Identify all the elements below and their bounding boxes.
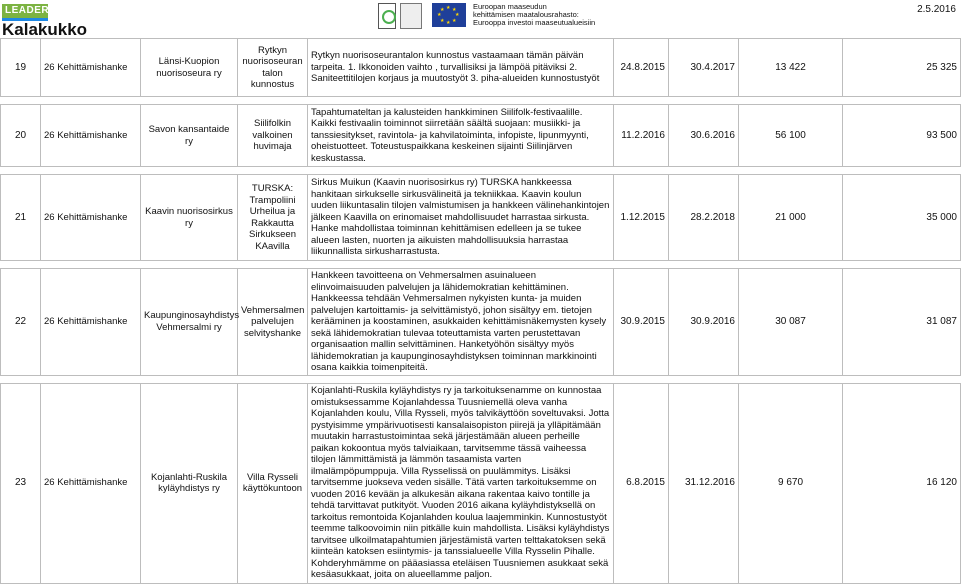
table-row	[1, 39, 961, 97]
project-category: 26 Kehittämishanke	[41, 175, 141, 261]
end-date: 31.12.2016	[669, 383, 739, 583]
row-number: 20	[1, 105, 41, 167]
start-date: 6.8.2015	[614, 383, 669, 583]
project-category: 26 Kehittämishanke	[41, 269, 141, 376]
row-spacer	[1, 97, 961, 105]
project-name: Vehmersalmen palvelujen selvityshanke	[238, 269, 308, 376]
eu-text-line: Eurooppa investoi maaseutualueisiin	[473, 18, 596, 27]
table-row	[1, 269, 961, 376]
leader-emblem-icon	[378, 3, 396, 29]
applicant-name: Savon kansantaide ry	[141, 105, 238, 167]
row-number: 21	[1, 175, 41, 261]
spacer-cell	[1, 375, 961, 383]
table-row	[1, 105, 961, 167]
project-name: Rytkyn nuorisoseuran talon kunnostus	[238, 39, 308, 97]
project-description: Kojanlahti-Ruskila kyläyhdistys ry ja tarkoituksenamme on kunnostaa omistuksessamme Kojanlahdessa Tuusniemellä oleva vanha Kojanlahden koulu, Villa Rysseli, myös talvikäyttöön soveltuvaksi. Jotta pystyisimme ympärivuotisesti kansalaisopiston piirejä ja ylläpitämään muutakin harrastustoimintaa sekä järjestämään alueen perheille paikan kokoontua myös talviaikaan, tarvitsemme tässä vaiheessa tilojen lämmittämistä ja lämmön tasaamista varten ilmalämpöpumppuja. Villa Rysselissä on puulämmitys. Lisäksi tarvitsemme juokseva veden sisälle. Tätä varten tarkoituksemme on vuoden 2016 kevään ja alkukesän aikana rakentaa kaivo tontille ja tehdä tarvittavat putkityöt. Vuoden 2016 aikana kyläyhdistyksellä on tarkoitus remontoida Kojanlahden koulua laajemminkin. Kunnostustyöt teemme talkoovoimin niin pitkälle kuin mahdollista. Lisäksi kyläyhdistys tarvitsee ulkoilmatapahtumien järjestämistä varten telttakatoksen sekä kiinteän katoksen esiintymis- ja tanssialueelle Villa Rysselin Pihalle. Kohderyhmämme on pääasiassa eteläisen Tuusniemen asukkaat sekä kesäasukkaat, joita on alueellamme paljon.	[308, 383, 614, 583]
project-name: TURSKA: Trampoliini Urheilua ja Rakkautta Sirkukseen KAavilla	[238, 175, 308, 261]
start-date: 30.9.2015	[614, 269, 669, 376]
row-number: 19	[1, 39, 41, 97]
project-description: Hankkeen tavoitteena on Vehmersalmen asuinalueen elinvoimaisuuden palvelujen ja lähidemokratian kehittäminen. Hankkeessa tehdään Vehmersalmen nykyisten kunta- ja muiden palvelujen kartoittamis- ja selvittämistyö, johon sisältyy em. tietojen kerääminen ja koostaminen, asukkaiden kehittämisnäkemysten kysely sekä lähidemokratian tulevaa toteuttamista varten perustettavan organisaation mallin selvittäminen. Hanketyöhön sisältyy myös lähidemokratian ja kaupunginosayhdistyksen toiminnan markkinointi osana kaikkia toimenpiteitä.	[308, 269, 614, 376]
end-date: 30.4.2017	[669, 39, 739, 97]
eu-flag-icon: ★ ★ ★ ★ ★ ★ ★ ★	[432, 3, 466, 27]
applicant-name: Kaupunginosayhdistys Vehmersalmi ry	[141, 269, 238, 376]
eu-text-line: kehittämisen maatalousrahasto:	[473, 10, 579, 19]
public-funding: 21 000	[739, 175, 843, 261]
end-date: 30.6.2016	[669, 105, 739, 167]
applicant-name: Kojanlahti-Ruskila kyläyhdistys ry	[141, 383, 238, 583]
row-number: 22	[1, 269, 41, 376]
row-spacer	[1, 167, 961, 175]
total-budget: 35 000	[843, 175, 961, 261]
start-date: 24.8.2015	[614, 39, 669, 97]
project-name: Siilifolkin valkoinen huvimaja	[238, 105, 308, 167]
project-description: Sirkus Muikun (Kaavin nuorisosirkus ry) TURSKA hankkeessa hankitaan sirkukselle sirkusvälineitä ja tekniikkaa. Kaavin koulun uuden liikuntasalin tilojen valmistumisen ja hankkeen välinehankintojen jälkeen Kaavilla on erinomaiset mahdollisuudet harrastaa sirkusta. Hanke mahdollistaa toiminnan kehittämisen edelleen ja se tukee alueen lasten, nuorten ja aikuisten mahdollisuuksia harrastaa liikunnallista sirkusharrastusta.	[308, 175, 614, 261]
project-description: Rytkyn nuorisoseurantalon kunnostus vastaamaan tämän päivän tarpeita. 1. Ikkonoiden vaihto , turvallisiksi ja lämpöä pitäviksi 2. Saniteettitilojen korjaus ja muutostyöt 3. piha-alueiden kunnostustyöt	[308, 39, 614, 97]
government-emblem-icon	[400, 3, 422, 29]
table-row	[1, 383, 961, 583]
funding-logos	[378, 3, 595, 29]
leader-logo: LEADER	[2, 4, 48, 18]
end-date: 28.2.2018	[669, 175, 739, 261]
project-description: Tapahtumateltan ja kalusteiden hankkiminen Siilifolk-festivaalille. Kaikki festivaalin toiminnot siirretään säältä suojaan: musiikki- ja tanssiesitykset, ravintola- ja kahvilatoiminta, infopiste, lipunmyynti, oheistuotteet. Toteustuspaikkana keskeinen sijainti Siilinjärven keskustassa.	[308, 105, 614, 167]
public-funding: 56 100	[739, 105, 843, 167]
row-spacer	[1, 375, 961, 383]
public-funding: 13 422	[739, 39, 843, 97]
applicant-name: Kaavin nuorisosirkus ry	[141, 175, 238, 261]
row-number: 23	[1, 383, 41, 583]
public-funding: 30 087	[739, 269, 843, 376]
spacer-cell	[1, 167, 961, 175]
total-budget: 25 325	[843, 39, 961, 97]
eu-text-line: Euroopan maaseudun	[473, 2, 547, 11]
projects-table	[0, 38, 961, 584]
eu-funding-text	[473, 3, 595, 27]
row-spacer	[1, 261, 961, 269]
table-row	[1, 175, 961, 261]
project-category: 26 Kehittämishanke	[41, 383, 141, 583]
applicant-name: Länsi-Kuopion nuorisoseura ry	[141, 39, 238, 97]
spacer-cell	[1, 97, 961, 105]
end-date: 30.9.2016	[669, 269, 739, 376]
document-date: 2.5.2016	[917, 4, 956, 15]
total-budget: 16 120	[843, 383, 961, 583]
project-name: Villa Rysseli käyttökuntoon	[238, 383, 308, 583]
start-date: 11.2.2016	[614, 105, 669, 167]
page-title: Kalakukko	[2, 20, 88, 39]
total-budget: 31 087	[843, 269, 961, 376]
start-date: 1.12.2015	[614, 175, 669, 261]
spacer-cell	[1, 261, 961, 269]
project-category: 26 Kehittämishanke	[41, 39, 141, 97]
project-category: 26 Kehittämishanke	[41, 105, 141, 167]
total-budget: 93 500	[843, 105, 961, 167]
public-funding: 9 670	[739, 383, 843, 583]
